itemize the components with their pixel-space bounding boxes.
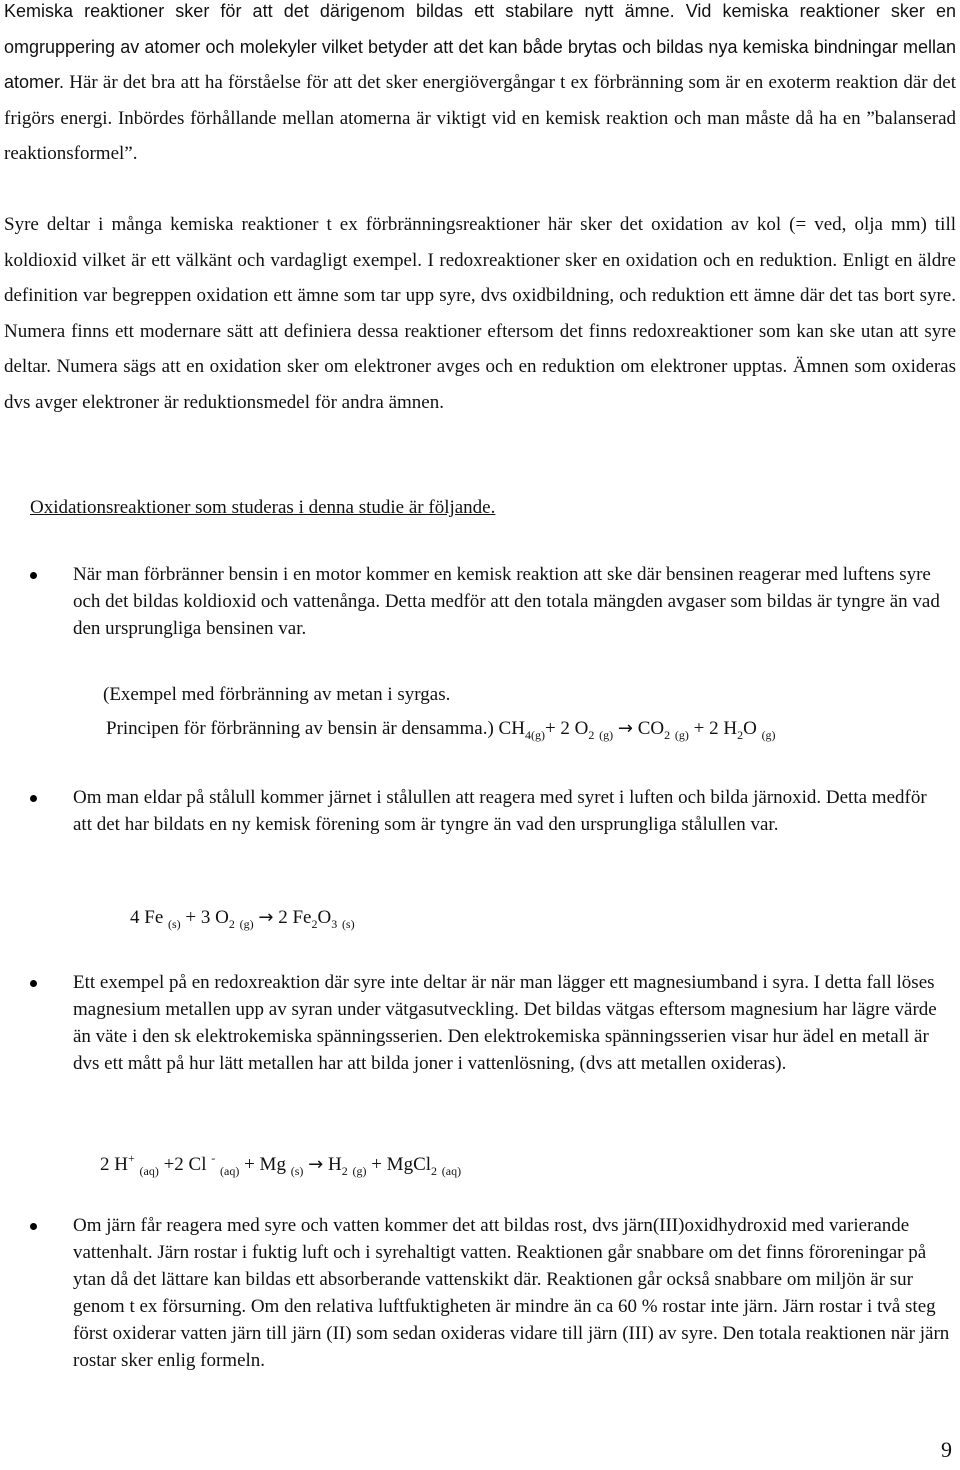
example-note-line-2	[106, 718, 776, 743]
reaction-arrow: →	[308, 1154, 324, 1175]
equation-methane-combustion: $CH_{4(g)}+ 2$ $O_2$ $_{(g)} \to CO_2$ $_{(g)}$ + 2 $H_2O$ $_{(g)}$	[498, 718, 776, 742]
bullet-text: Ett exempel på en redoxreaktion där syre inte deltar är när man lägger ett magnesiumband i syra. I detta fall löses magnesium metallen upp av syran under vätgasutveckling. Det bildas vätgas eftersom magnesium har lägre värde än väte i den sk elektrokemiska spänningsserien. Den elektrokemiska spänningsserien visar hur ädel en metall är dvs ett mått på hur lätt metallen har att bilda joner i vattenlösning, (dvs att metallen oxideras).	[73, 972, 937, 1074]
section-heading: Oxidationsreaktioner som studeras i denna studie är följande.	[30, 497, 496, 518]
reaction-arrow: →	[258, 907, 274, 928]
intro-sentence-1: Kemiska reaktioner sker för att det därigenom bildas ett stabilare nytt ämne. Vid kemiska reaktioner sker en omgruppering av atomer och molekyler vilket betyder att det kan både brytas och bildas nya kemiska bindningar mellan atomer.	[4, 1, 956, 92]
bullet-dot	[30, 795, 37, 802]
bullet-text: När man förbränner bensin i en motor kommer en kemisk reaktion att ske där bensinen reagerar med luftens syre och det bildas koldioxid och vattenånga. Detta medför att den totala mängden avgaser som bildas är tyngre än vad den ursprungliga bensinen var.	[73, 564, 940, 639]
oxygen-paragraph: Syre deltar i många kemiska reaktioner t ex förbränningsreaktioner här sker det oxidation av kol (= ved, olja mm) till koldioxid vilket är ett välkänt och vardagligt exempel. I redoxreaktioner sker en oxidation och en reduktion. Enligt en äldre definition var begreppen oxidation ett ämne som tar upp syre, dvs oxidbildning, och reduktion ett ämne där det tas bort syre. Numera finns ett modernare sätt att definiera dessa reaktioner eftersom det finns redoxreaktioner som kan ske utan att syre deltar. Numera sägs att en oxidation sker om elektroner avges och en reduktion om elektroner upptas. Ämnen som oxideras dvs avger elektroner är reduktionsmedel för andra ämnen.	[4, 214, 956, 413]
bullet-text: Om järn får reagera med syre och vatten kommer det att bildas rost, dvs järn(III)oxidhydroxid med varierande vattenhalt. Järn rostar i fuktig luft och i syrehaltigt vatten. Reaktionen går snabbare om det finns föroreningar på ytan då det lättare kan bildas ett absorberande vattenskikt där. Reaktionen går också snabbare om miljön är sur genom t ex försurning. Om den relativa luftfuktigheten är mindre än ca 60 % rostar inte järn. Järn rostar i två steg först oxiderar vatten järn till järn (II) som sedan oxideras vidare till järn (III) av syre. Den totala reaktionen när järn rostar sker enlig formeln.	[73, 1215, 950, 1371]
intro-paragraph	[4, 0, 956, 172]
bullet-dot	[30, 1223, 37, 1230]
equation-magnesium-acid: 2 H+ $_{(aq)}$ +2 Cl - $_{(aq)}$ + Mg $_{(s)} \to H_2$ $_{(g)}$ + MgCl$_2$ $_{(aq)}$	[100, 1151, 462, 1178]
reaction-arrow: →	[617, 718, 633, 739]
equation-iron-oxidation: 4 Fe $_{(s)}$ + 3 $O_2$ $_{(g)}$ → 2 $Fe_2O_3$ $_{(s)}$	[130, 907, 355, 931]
bullet-dot	[30, 980, 37, 987]
bullet-text: Om man eldar på stålull kommer järnet i stålullen att reagera med syret i luften och bilda järnoxid. Detta medför att det har bildats en ny kemisk förening som är tyngre än vad den ursprungliga stålullen var.	[73, 787, 927, 835]
bullet-dot	[30, 572, 37, 579]
intro-sentence-3: Inbördes förhållande mellan atomerna är viktigt vid en kemisk reaktion och man måste då ha en ”balanserad reaktionsformel”.	[4, 107, 957, 164]
page-number: 9	[941, 1437, 952, 1462]
example-note-text: Principen för förbränning av bensin är densamma.)	[106, 718, 494, 739]
example-note-line-1: (Exempel med förbränning av metan i syrgas.	[103, 684, 451, 705]
intro-sentence-2: Här är det bra att ha förståelse för att det sker energiövergångar t ex förbränning som är en exoterm reaktion där det frigörs energi.	[4, 72, 956, 129]
